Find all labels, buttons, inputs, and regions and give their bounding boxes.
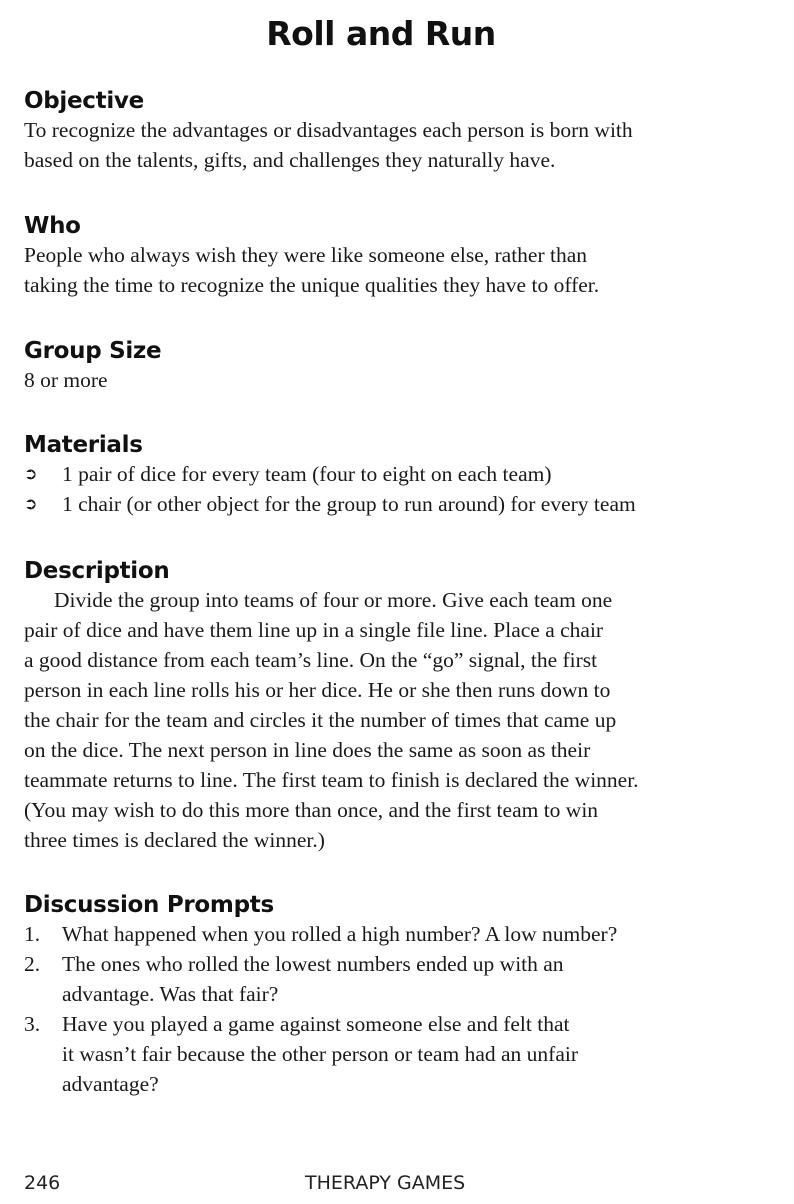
description-line: a good distance from each team’s line. On the “go” signal, the first [24, 648, 598, 672]
who-text [24, 240, 754, 300]
who-heading: Who [24, 213, 81, 239]
description-line: three times is declared the winner.) [24, 828, 325, 852]
objective-text [24, 115, 754, 175]
discussion-item-line: advantage? [62, 1072, 159, 1096]
discussion-item-number: 3. [24, 1012, 41, 1036]
discussion-item [24, 919, 754, 949]
objective-line: based on the talents, gifts, and challenges they naturally have. [24, 148, 556, 172]
group-size-section [24, 337, 754, 395]
discussion-heading: Discussion Prompts [24, 892, 274, 918]
description-line: teammate returns to line. The first team to finish is declared the winner. [24, 768, 639, 792]
objective-section [24, 87, 754, 175]
description-heading: Description [24, 558, 170, 584]
description-line: the chair for the team and circles it the number of times that came up [24, 708, 617, 732]
discussion-item-line: advantage. Was that fair? [62, 982, 279, 1006]
objective-heading: Objective [24, 88, 144, 114]
who-line: People who always wish they were like someone else, rather than [24, 243, 588, 267]
page-number: 246 [24, 1172, 61, 1194]
arrow-bullet-icon: ➲ [24, 464, 38, 483]
description-line: pair of dice and have them line up in a single file line. Place a chair [24, 618, 604, 642]
who-section [24, 212, 754, 300]
group-size-heading: Group Size [24, 338, 162, 364]
page-title: Roll and Run [266, 14, 496, 53]
discussion-item-line: The ones who rolled the lowest numbers ended up with an [62, 952, 564, 976]
description-line: person in each line rolls his or her dice. He or she then runs down to [24, 678, 611, 702]
discussion-item [24, 949, 754, 1009]
materials-item [24, 459, 754, 489]
discussion-item-line: Have you played a game against someone else and felt that [62, 1012, 570, 1036]
discussion-item-number: 1. [24, 922, 41, 946]
discussion-item-number: 2. [24, 952, 41, 976]
arrow-bullet-icon: ➲ [24, 494, 38, 513]
discussion-section [24, 891, 754, 1099]
materials-section [24, 431, 754, 519]
objective-line: To recognize the advantages or disadvantages each person is born with [24, 118, 633, 142]
materials-item [24, 489, 754, 519]
discussion-item [24, 1009, 754, 1099]
who-line: taking the time to recognize the unique qualities they have to offer. [24, 273, 600, 297]
description-section [24, 557, 754, 855]
group-size-text: 8 or more [24, 368, 108, 392]
description-line: Divide the group into teams of four or more. Give each team one [54, 588, 613, 612]
footer-book-title: THERAPY GAMES [305, 1172, 466, 1194]
materials-item-text: 1 pair of dice for every team (four to eight on each team) [62, 462, 552, 486]
materials-heading: Materials [24, 432, 143, 458]
description-line: (You may wish to do this more than once, and the first team to win [24, 798, 599, 822]
description-line: on the dice. The next person in line does the same as soon as their [24, 738, 591, 762]
discussion-item-line: What happened when you rolled a high number? A low number? [62, 922, 618, 946]
discussion-item-line: it wasn’t fair because the other person or team had an unfair [62, 1042, 578, 1066]
materials-item-text: 1 chair (or other object for the group to run around) for every team [62, 492, 636, 516]
description-text [24, 585, 754, 855]
